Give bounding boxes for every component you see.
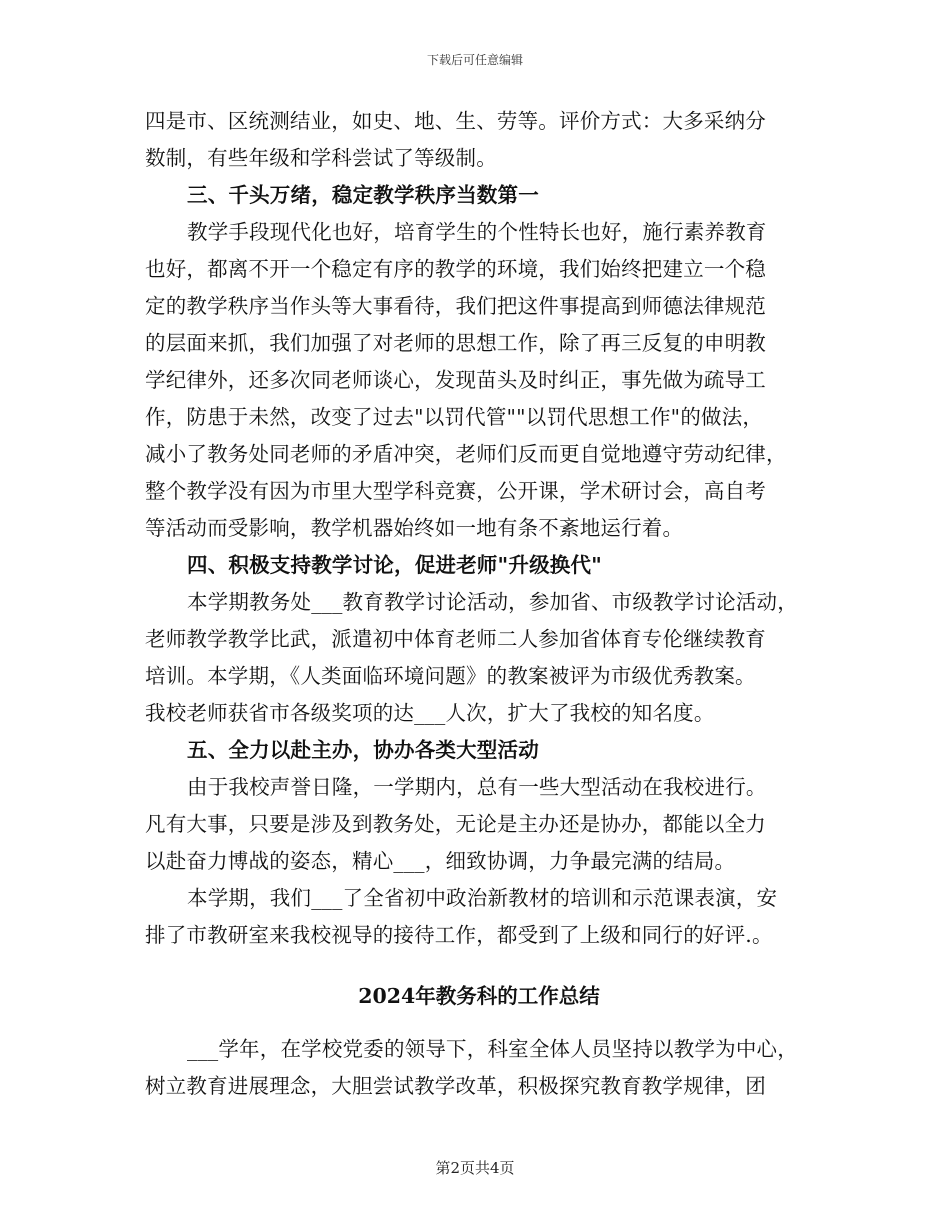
text-line: 也好，都离不开一个稳定有序的教学的环境，我们始终把建立一个稳 bbox=[145, 257, 766, 281]
text-line: 等活动而受影响，教学机器始终如一地有条不紊地运行着。 bbox=[145, 516, 684, 540]
paragraph bbox=[145, 1031, 845, 1105]
text-line: 数制，有些年级和学科尝试了等级制。 bbox=[145, 146, 497, 170]
text-line: 作，防患于未然，改变了过去"以罚代管""以罚代思想工作"的做法， bbox=[145, 405, 764, 429]
paragraph bbox=[145, 880, 845, 954]
text-line: 凡有大事，只要是涉及到教务处，无论是主办还是协办，都能以全力 bbox=[145, 812, 766, 836]
page-header: 下载后可任意编辑 bbox=[426, 53, 523, 67]
text-line: 减小了教务处同老师的矛盾冲突，老师们反而更自觉地遵守劳动纪律， bbox=[145, 442, 787, 466]
text-line: 本学期教务处___教育教学讨论活动，参加省、市级教学讨论活动， bbox=[187, 590, 798, 614]
text-line: 三、千头万绪，稳定教学秩序当数第一 bbox=[187, 183, 539, 207]
page-footer: 第2页共4页 bbox=[435, 1159, 515, 1177]
section-heading bbox=[145, 177, 845, 214]
section-heading bbox=[145, 732, 845, 769]
text-line: 整个教学没有因为市里大型学科竞赛，公开课，学术研讨会，高自考 bbox=[145, 479, 766, 503]
text-line: 培训。本学期，《人类面临环境问题》的教案被评为市级优秀教案。 bbox=[145, 664, 756, 688]
text-line: 五、全力以赴主办，协办各类大型活动 bbox=[187, 738, 539, 762]
paragraph bbox=[145, 584, 845, 732]
text-line: 以赴奋力博战的姿态，精心___，细致协调，力争最完满的结局。 bbox=[145, 849, 736, 873]
text-line: 树立教育进展理念，大胆尝试教学改革，积极探究教育教学规律，团 bbox=[145, 1074, 766, 1098]
paragraph bbox=[145, 103, 845, 177]
document-body bbox=[145, 103, 845, 1105]
section-heading bbox=[145, 547, 845, 584]
section-title bbox=[145, 978, 845, 1015]
text-line: 四、积极支持教学讨论，促进老师"升级换代" bbox=[187, 553, 603, 577]
paragraph bbox=[145, 214, 845, 547]
text-line: 2024年教务科的工作总结 bbox=[358, 984, 600, 1008]
paragraph bbox=[145, 769, 845, 880]
text-line: 由于我校声誉日隆，一学期内，总有一些大型活动在我校进行。 bbox=[187, 775, 767, 799]
text-line: 的层面来抓，我们加强了对老师的思想工作，除了再三反复的申明教 bbox=[145, 331, 766, 355]
text-line: 本学期，我们___了全省初中政治新教材的培训和示范课表演，安 bbox=[187, 886, 778, 910]
text-line: 教学手段现代化也好，培育学生的个性特长也好，施行素养教育 bbox=[187, 220, 767, 244]
text-line: 定的教学秩序当作头等大事看待，我们把这件事提高到师德法律规范 bbox=[145, 294, 766, 318]
text-line: 学纪律外，还多次同老师谈心，发现苗头及时纠正，事先做为疏导工 bbox=[145, 368, 766, 392]
text-line: 我校老师获省市各级奖项的达___人次，扩大了我校的知名度。 bbox=[145, 701, 715, 725]
text-line: 排了市教研室来我校视导的接待工作，都受到了上级和同行的好评.。 bbox=[145, 923, 773, 947]
text-line: 四是市、区统测结业，如史、地、生、劳等。评价方式：大多采纳分 bbox=[145, 109, 766, 133]
text-line: 老师教学教学比武，派遣初中体育老师二人参加省体育专伦继续教育 bbox=[145, 627, 766, 651]
text-line: ___学年，在学校党委的领导下，科室全体人员坚持以教学为中心， bbox=[187, 1037, 798, 1061]
